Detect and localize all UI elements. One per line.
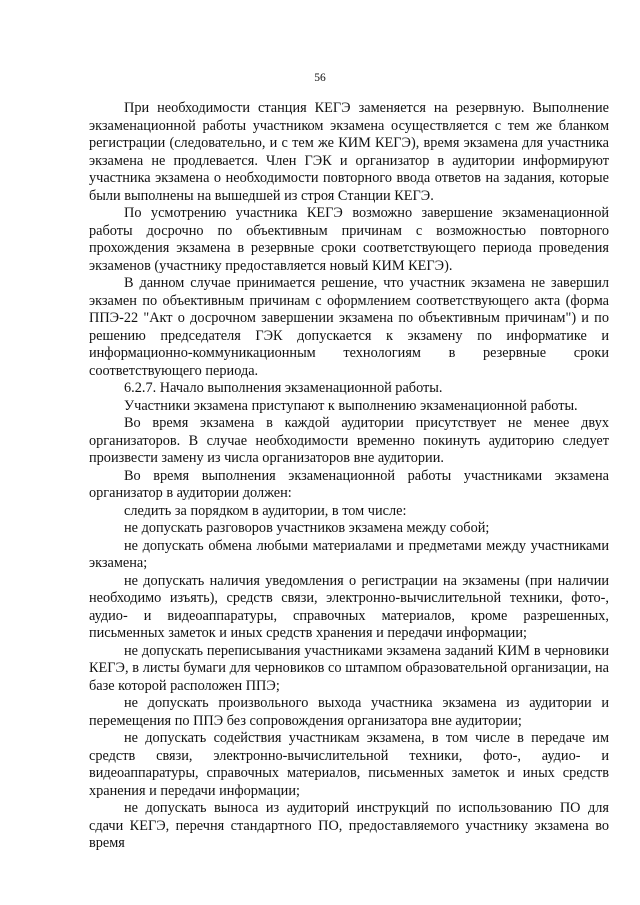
list-item: не допускать произвольного выхода участника экзамена из аудитории и перемещения по ППЭ без сопровождения организатора вне аудитории;: [89, 695, 609, 729]
paragraph: Во время выполнения экзаменационной работы участниками экзамена организатор в аудитории должен:: [89, 467, 609, 501]
list-item: не допускать содействия участникам экзамена, в том числе в передаче им средств связи, электронно-вычислительной техники, фото-, аудио- и видеоаппаратуры, справочных материалов, письменных заметок и иных средств хранения и передачи информации;: [89, 730, 609, 799]
page-number: 56: [314, 72, 326, 84]
list-item: не допускать выноса из аудиторий инструкций по использованию ПО для сдачи КЕГЭ, перечня стандартного ПО, предоставляемого участнику экзамена во время: [89, 800, 609, 851]
list-item: не допускать наличия уведомления о регистрации на экзамены (при наличии необходимо изъять), средств связи, электронно-вычислительной техники, фото-, аудио- и видеоаппаратуры, справочных материалов, кроме разрешенных, письменных заметок и иных средств хранения и передачи информации;: [89, 572, 609, 641]
list-item: не допускать обмена любыми материалами и предметами между участниками экзамена;: [89, 537, 609, 571]
document-body: [89, 100, 609, 853]
list-intro: следить за порядком в аудитории, в том числе:: [124, 502, 407, 519]
list-item: не допускать разговоров участников экзамена между собой;: [124, 520, 490, 536]
paragraph: Участники экзамена приступают к выполнению экзаменационной работы.: [124, 397, 578, 414]
paragraph: По усмотрению участника КЕГЭ возможно завершение экзаменационной работы досрочно по объективным причинам с возможностью повторного прохождения экзамена в резервные сроки соответствующего периода проведения экзаменов (участнику предоставляется новый КИМ КЕГЭ).: [89, 205, 609, 274]
paragraph: При необходимости станция КЕГЭ заменяется на резервную. Выполнение экзаменационной работы участником экзамена осуществляется с тем же бланком регистрации (следовательно, и с тем же КИМ КЕГЭ), время экзамена для участника экзамена не продлевается. Член ГЭК и организатор в аудитории информируют участника экзамена о необходимости повторного ввода ответов на задания, которые были выполнены на вышедшей из строя Станции КЕГЭ.: [89, 100, 609, 204]
paragraph: Во время экзамена в каждой аудитории присутствует не менее двух организаторов. В случае необходимости временно покинуть аудиторию следует произвести замену из числа организаторов вне аудитории.: [89, 415, 609, 466]
paragraph: В данном случае принимается решение, что участник экзамена не завершил экзамен по объективным причинам с оформлением соответствующего акта (форма ППЭ-22 "Акт о досрочном завершении экзамена по объективным причинам") и по решению председателя ГЭК допускается к экзамену по информатике и информационно-коммуникационным технологиям в резервные сроки соответствующего периода.: [89, 275, 609, 379]
section-heading: 6.2.7. Начало выполнения экзаменационной работы.: [124, 380, 443, 396]
list-item: не допускать переписывания участниками экзамена заданий КИМ в черновики КЕГЭ, в листы бумаги для черновиков со штампом образовательной организации, на базе которой расположен ППЭ;: [89, 642, 609, 694]
